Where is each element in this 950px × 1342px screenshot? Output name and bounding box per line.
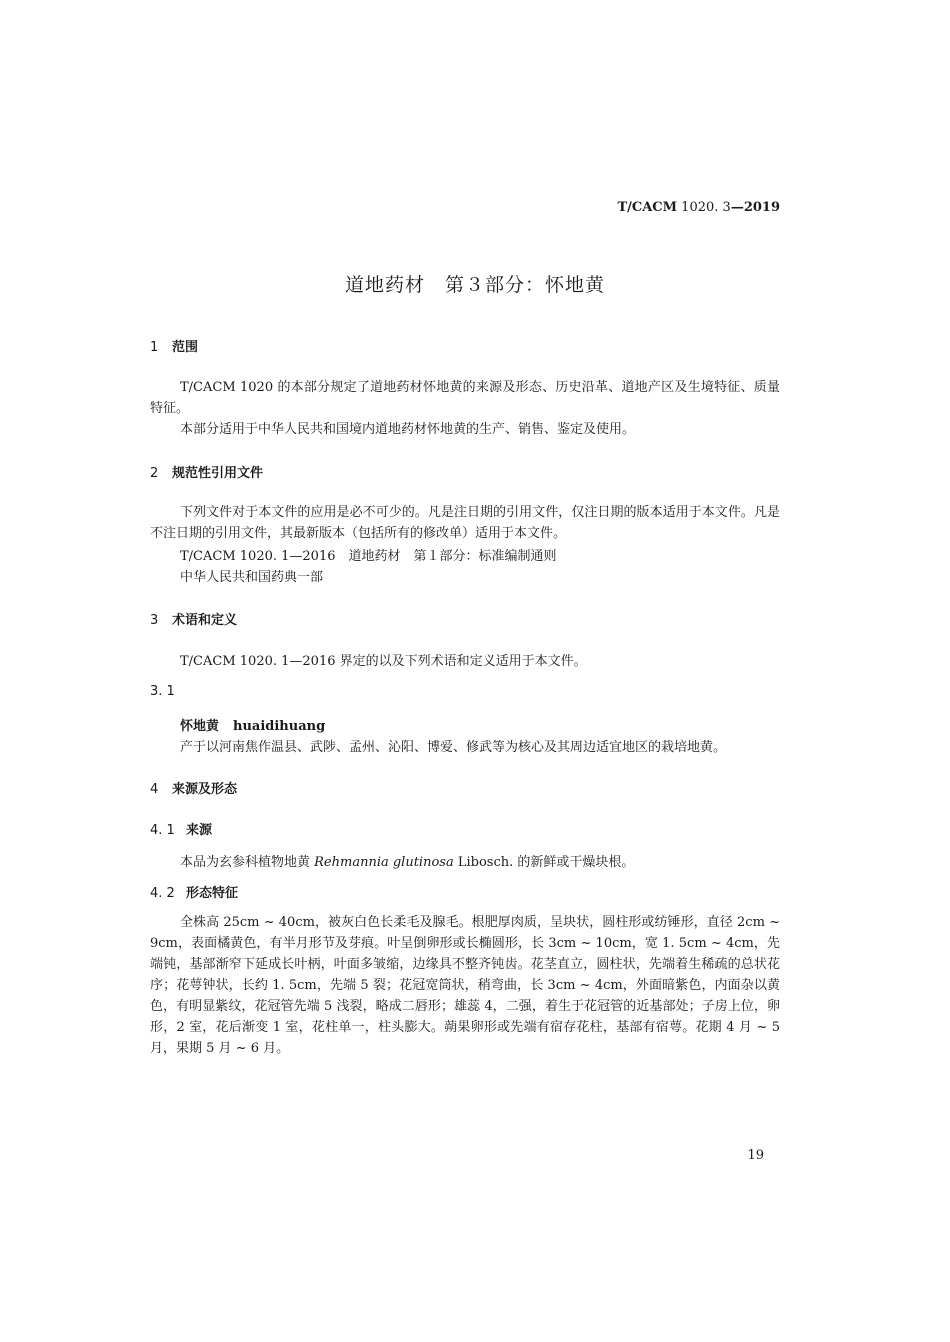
latin-name: Rehmannia glutinosa xyxy=(314,855,454,870)
applicability-paragraph: 本部分适用于中华人民共和国境内道地药材怀地黄的生产、销售、鉴定及使用。 xyxy=(180,422,636,437)
source-text: 本品为玄参科植物地黄 xyxy=(180,855,315,870)
section-3-heading xyxy=(150,609,237,628)
subsection-number: 4. 1 xyxy=(150,823,175,838)
subsection-number: 4. 2 xyxy=(150,886,175,901)
terms-paragraph: T/CACM 1020. 1—2016 界定的以及下列术语和定义适用于本文件。 xyxy=(180,654,587,669)
section-title: 规范性引用文件 xyxy=(172,466,264,481)
subsection-3-1-number xyxy=(150,684,175,699)
subsection-4-2-heading xyxy=(150,882,238,901)
standard-prefix: T/CACM xyxy=(617,200,678,215)
subsection-title: 来源 xyxy=(186,823,213,838)
standard-year: —2019 xyxy=(730,200,780,215)
subsection-4-1-heading xyxy=(150,819,212,838)
scope-paragraph: T/CACM 1020 的本部分规定了道地药材怀地黄的来源及形态、历史沿革、道地产区及生境特征、质量特征。 xyxy=(150,380,780,416)
normative-references-paragraph: 下列文件对于本文件的应用是必不可少的。凡是注日期的引用文件，仅注日期的版本适用于本文件。凡是不注日期的引用文件，其最新版本（包括所有的修改单）适用于本文件。 xyxy=(150,505,780,541)
section-number: 1 xyxy=(150,340,159,355)
reference-item: 中华人民共和国药典一部 xyxy=(180,570,324,585)
page-number: 19 xyxy=(747,1148,764,1163)
section-1-heading xyxy=(150,336,198,355)
section-title: 术语和定义 xyxy=(172,613,238,628)
source-text: Libosch. 的新鲜或干燥块根。 xyxy=(453,855,635,870)
section-title: 来源及形态 xyxy=(172,782,238,797)
section-4-heading xyxy=(150,778,237,797)
standard-code xyxy=(617,200,780,215)
term-pinyin: huaidihuang xyxy=(233,719,326,734)
reference-item: T/CACM 1020. 1—2016 道地药材 第１部分：标准编制通则 xyxy=(180,549,557,564)
section-title: 范围 xyxy=(172,340,199,355)
morphology-paragraph: 全株高 25cm ~ 40cm，被灰白色长柔毛及腺毛。根肥厚肉质，呈块状，圆柱形或纺锤形，直径 2cm ~ 9cm，表面橘黄色，有半月形节及芽痕。叶呈倒卵形或长椭圆形，长 3cm ~ 10cm，宽 1. 5cm ~ 4cm，先端钝，基部渐窄下延成长叶柄，叶面多皱缩，边缘具不整齐钝齿。花茎直立，圆柱状，先端着生稀疏的总状花序；花萼钟状，长约 1. 5cm，先端 5 裂；花冠宽筒状，稍弯曲，长 3cm ~ 4cm，外面暗紫色，内面杂以黄色，有明显紫纹，花冠管先端 5 浅裂，略成二唇形；雄蕊 4，二强，着生于花冠管的近基部处；子房上位，卵形，2 室，花后渐变 1 室，花柱单一，柱头膨大。蒴果卵形或先端有宿存花柱，基部有宿萼。花期 4 月 ~ 5 月，果期 5 月 ~ 6 月。 xyxy=(150,915,780,1056)
section-2-heading xyxy=(150,462,263,481)
section-number: 3 xyxy=(150,613,159,628)
term-chinese: 怀地黄 xyxy=(180,719,220,734)
term-entry xyxy=(180,715,325,734)
subsection-title: 形态特征 xyxy=(186,886,239,901)
standard-number: 1020. 3 xyxy=(677,200,731,215)
subsection-number: 3. 1 xyxy=(150,684,175,699)
term-definition: 产于以河南焦作温县、武陟、孟州、沁阳、博爱、修武等为核心及其周边适宜地区的栽培地黄。 xyxy=(180,740,727,755)
section-number: 2 xyxy=(150,466,159,481)
source-paragraph xyxy=(180,851,634,870)
section-number: 4 xyxy=(150,782,159,797)
document-title: 道地药材 第３部分：怀地黄 xyxy=(344,274,605,296)
